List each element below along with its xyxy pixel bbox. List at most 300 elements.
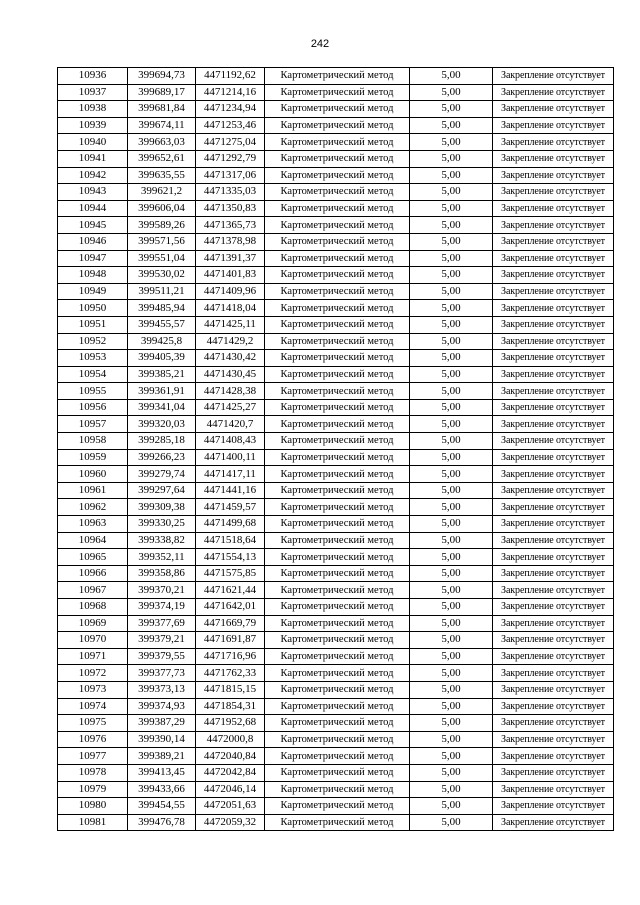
- cell-accuracy: 5,00: [410, 366, 493, 383]
- cell-point: 10952: [58, 333, 128, 350]
- cell-method: Картометрический метод: [265, 582, 410, 599]
- cell-accuracy: 5,00: [410, 532, 493, 549]
- cell-method: Картометрический метод: [265, 333, 410, 350]
- table-row: [58, 84, 614, 101]
- table-row: [58, 283, 614, 300]
- cell-accuracy: 5,00: [410, 715, 493, 732]
- cell-x: 399374,93: [128, 698, 196, 715]
- table-row: [58, 565, 614, 582]
- cell-y: 4471499,68: [196, 516, 265, 533]
- cell-x: 399455,57: [128, 316, 196, 333]
- page-number: 242: [310, 38, 330, 50]
- cell-point: 10976: [58, 731, 128, 748]
- cell-accuracy: 5,00: [410, 117, 493, 134]
- cell-method: Картометрический метод: [265, 184, 410, 201]
- cell-point: 10945: [58, 217, 128, 234]
- cell-accuracy: 5,00: [410, 582, 493, 599]
- cell-y: 4471642,01: [196, 599, 265, 616]
- cell-accuracy: 5,00: [410, 466, 493, 483]
- cell-y: 4471400,11: [196, 449, 265, 466]
- cell-point: 10977: [58, 748, 128, 765]
- cell-y: 4472042,84: [196, 764, 265, 781]
- table-row: [58, 532, 614, 549]
- cell-fixation: Закрепление отсутствует: [493, 715, 614, 732]
- cell-point: 10936: [58, 68, 128, 85]
- cell-accuracy: 5,00: [410, 267, 493, 284]
- cell-point: 10975: [58, 715, 128, 732]
- cell-x: 399361,91: [128, 383, 196, 400]
- cell-fixation: Закрепление отсутствует: [493, 233, 614, 250]
- cell-method: Картометрический метод: [265, 814, 410, 831]
- table-row: [58, 449, 614, 466]
- cell-fixation: Закрепление отсутствует: [493, 516, 614, 533]
- cell-fixation: Закрепление отсутствует: [493, 466, 614, 483]
- cell-y: 4471430,42: [196, 350, 265, 367]
- cell-accuracy: 5,00: [410, 499, 493, 516]
- cell-y: 4471418,04: [196, 300, 265, 317]
- cell-x: 399309,38: [128, 499, 196, 516]
- cell-x: 399425,8: [128, 333, 196, 350]
- cell-accuracy: 5,00: [410, 167, 493, 184]
- cell-method: Картометрический метод: [265, 731, 410, 748]
- table-row: [58, 764, 614, 781]
- cell-fixation: Закрепление отсутствует: [493, 681, 614, 698]
- cell-x: 399589,26: [128, 217, 196, 234]
- table-row: [58, 748, 614, 765]
- cell-method: Картометрический метод: [265, 366, 410, 383]
- cell-y: 4471441,16: [196, 482, 265, 499]
- cell-point: 10969: [58, 615, 128, 632]
- cell-fixation: Закрепление отсутствует: [493, 565, 614, 582]
- cell-x: 399413,45: [128, 764, 196, 781]
- cell-accuracy: 5,00: [410, 764, 493, 781]
- cell-fixation: Закрепление отсутствует: [493, 698, 614, 715]
- cell-fixation: Закрепление отсутствует: [493, 532, 614, 549]
- table-row: [58, 599, 614, 616]
- cell-accuracy: 5,00: [410, 101, 493, 118]
- cell-x: 399374,19: [128, 599, 196, 616]
- cell-y: 4471428,38: [196, 383, 265, 400]
- cell-y: 4471292,79: [196, 150, 265, 167]
- cell-x: 399674,11: [128, 117, 196, 134]
- cell-fixation: Закрепление отсутствует: [493, 366, 614, 383]
- cell-fixation: Закрепление отсутствует: [493, 399, 614, 416]
- cell-point: 10949: [58, 283, 128, 300]
- cell-x: 399377,69: [128, 615, 196, 632]
- cell-x: 399663,03: [128, 134, 196, 151]
- cell-y: 4471518,64: [196, 532, 265, 549]
- cell-x: 399635,55: [128, 167, 196, 184]
- cell-point: 10973: [58, 681, 128, 698]
- cell-y: 4471691,87: [196, 632, 265, 649]
- cell-x: 399370,21: [128, 582, 196, 599]
- cell-fixation: Закрепление отсутствует: [493, 283, 614, 300]
- cell-method: Картометрический метод: [265, 482, 410, 499]
- cell-fixation: Закрепление отсутствует: [493, 134, 614, 151]
- cell-y: 4471952,68: [196, 715, 265, 732]
- cell-x: 399652,61: [128, 150, 196, 167]
- cell-method: Картометрический метод: [265, 101, 410, 118]
- cell-accuracy: 5,00: [410, 565, 493, 582]
- cell-point: 10948: [58, 267, 128, 284]
- cell-fixation: Закрепление отсутствует: [493, 665, 614, 682]
- cell-x: 399621,2: [128, 184, 196, 201]
- cell-method: Картометрический метод: [265, 233, 410, 250]
- cell-y: 4471430,45: [196, 366, 265, 383]
- cell-method: Картометрический метод: [265, 134, 410, 151]
- cell-accuracy: 5,00: [410, 814, 493, 831]
- cell-point: 10958: [58, 433, 128, 450]
- cell-accuracy: 5,00: [410, 681, 493, 698]
- cell-x: 399511,21: [128, 283, 196, 300]
- cell-point: 10950: [58, 300, 128, 317]
- cell-y: 4471854,31: [196, 698, 265, 715]
- cell-x: 399390,14: [128, 731, 196, 748]
- cell-x: 399279,74: [128, 466, 196, 483]
- table-row: [58, 184, 614, 201]
- table-row: [58, 499, 614, 516]
- table-row: [58, 350, 614, 367]
- cell-y: 4471429,2: [196, 333, 265, 350]
- cell-y: 4472040,84: [196, 748, 265, 765]
- cell-x: 399476,78: [128, 814, 196, 831]
- cell-fixation: Закрепление отсутствует: [493, 267, 614, 284]
- cell-fixation: Закрепление отсутствует: [493, 781, 614, 798]
- cell-accuracy: 5,00: [410, 283, 493, 300]
- cell-point: 10979: [58, 781, 128, 798]
- cell-fixation: Закрепление отсутствует: [493, 731, 614, 748]
- cell-method: Картометрический метод: [265, 399, 410, 416]
- cell-method: Картометрический метод: [265, 84, 410, 101]
- cell-fixation: Закрепление отсутствует: [493, 350, 614, 367]
- cell-y: 4472059,32: [196, 814, 265, 831]
- table-row: [58, 366, 614, 383]
- table-row: [58, 117, 614, 134]
- cell-method: Картометрический метод: [265, 748, 410, 765]
- cell-method: Картометрический метод: [265, 499, 410, 516]
- table-row: [58, 798, 614, 815]
- cell-accuracy: 5,00: [410, 549, 493, 566]
- table-row: [58, 68, 614, 85]
- cell-method: Картометрический метод: [265, 167, 410, 184]
- cell-method: Картометрический метод: [265, 516, 410, 533]
- cell-y: 4471350,83: [196, 200, 265, 217]
- cell-y: 4471554,13: [196, 549, 265, 566]
- table-row: [58, 217, 614, 234]
- cell-method: Картометрический метод: [265, 200, 410, 217]
- cell-point: 10953: [58, 350, 128, 367]
- cell-fixation: Закрепление отсутствует: [493, 101, 614, 118]
- cell-y: 4471621,44: [196, 582, 265, 599]
- cell-point: 10960: [58, 466, 128, 483]
- cell-accuracy: 5,00: [410, 350, 493, 367]
- cell-fixation: Закрепление отсутствует: [493, 482, 614, 499]
- cell-x: 399285,18: [128, 433, 196, 450]
- cell-x: 399571,56: [128, 233, 196, 250]
- cell-x: 399606,04: [128, 200, 196, 217]
- cell-y: 4471401,83: [196, 267, 265, 284]
- table-row: [58, 267, 614, 284]
- cell-point: 10962: [58, 499, 128, 516]
- cell-y: 4471669,79: [196, 615, 265, 632]
- cell-fixation: Закрепление отсутствует: [493, 217, 614, 234]
- table-row: [58, 615, 614, 632]
- cell-point: 10954: [58, 366, 128, 383]
- cell-x: 399689,17: [128, 84, 196, 101]
- cell-fixation: Закрепление отсутствует: [493, 798, 614, 815]
- cell-method: Картометрический метод: [265, 117, 410, 134]
- cell-y: 4471716,96: [196, 648, 265, 665]
- table-row: [58, 233, 614, 250]
- cell-point: 10965: [58, 549, 128, 566]
- cell-point: 10970: [58, 632, 128, 649]
- cell-x: 399485,94: [128, 300, 196, 317]
- cell-point: 10943: [58, 184, 128, 201]
- cell-y: 4471214,16: [196, 84, 265, 101]
- cell-accuracy: 5,00: [410, 416, 493, 433]
- cell-method: Картометрический метод: [265, 383, 410, 400]
- cell-method: Картометрический метод: [265, 549, 410, 566]
- cell-method: Картометрический метод: [265, 565, 410, 582]
- coordinates-table: [57, 67, 614, 831]
- table-row: [58, 399, 614, 416]
- cell-y: 4471425,27: [196, 399, 265, 416]
- table-row: [58, 333, 614, 350]
- cell-accuracy: 5,00: [410, 68, 493, 85]
- cell-point: 10972: [58, 665, 128, 682]
- table-row: [58, 681, 614, 698]
- cell-point: 10947: [58, 250, 128, 267]
- cell-fixation: Закрепление отсутствует: [493, 582, 614, 599]
- table-row: [58, 134, 614, 151]
- cell-y: 4471417,11: [196, 466, 265, 483]
- cell-method: Картометрический метод: [265, 532, 410, 549]
- cell-point: 10955: [58, 383, 128, 400]
- cell-point: 10940: [58, 134, 128, 151]
- cell-x: 399385,21: [128, 366, 196, 383]
- table-row: [58, 200, 614, 217]
- cell-accuracy: 5,00: [410, 731, 493, 748]
- cell-y: 4471815,15: [196, 681, 265, 698]
- cell-fixation: Закрепление отсутствует: [493, 648, 614, 665]
- cell-y: 4471335,03: [196, 184, 265, 201]
- cell-point: 10974: [58, 698, 128, 715]
- cell-fixation: Закрепление отсутствует: [493, 748, 614, 765]
- cell-fixation: Закрепление отсутствует: [493, 499, 614, 516]
- cell-x: 399379,55: [128, 648, 196, 665]
- cell-method: Картометрический метод: [265, 665, 410, 682]
- cell-method: Картометрический метод: [265, 316, 410, 333]
- cell-fixation: Закрепление отсутствует: [493, 300, 614, 317]
- cell-point: 10937: [58, 84, 128, 101]
- table-row: [58, 516, 614, 533]
- cell-method: Картометрический метод: [265, 764, 410, 781]
- cell-x: 399694,73: [128, 68, 196, 85]
- cell-method: Картометрический метод: [265, 781, 410, 798]
- cell-method: Картометрический метод: [265, 283, 410, 300]
- table-row: [58, 482, 614, 499]
- cell-x: 399530,02: [128, 267, 196, 284]
- cell-method: Картометрический метод: [265, 433, 410, 450]
- cell-accuracy: 5,00: [410, 798, 493, 815]
- cell-point: 10939: [58, 117, 128, 134]
- table-row: [58, 101, 614, 118]
- table-row: [58, 731, 614, 748]
- cell-method: Картометрический метод: [265, 648, 410, 665]
- cell-point: 10951: [58, 316, 128, 333]
- cell-x: 399551,04: [128, 250, 196, 267]
- cell-method: Картометрический метод: [265, 350, 410, 367]
- cell-accuracy: 5,00: [410, 250, 493, 267]
- cell-method: Картометрический метод: [265, 416, 410, 433]
- cell-point: 10971: [58, 648, 128, 665]
- cell-accuracy: 5,00: [410, 84, 493, 101]
- cell-y: 4471409,96: [196, 283, 265, 300]
- cell-x: 399330,25: [128, 516, 196, 533]
- cell-y: 4471317,06: [196, 167, 265, 184]
- cell-fixation: Закрепление отсутствует: [493, 184, 614, 201]
- cell-accuracy: 5,00: [410, 449, 493, 466]
- cell-method: Картометрический метод: [265, 267, 410, 284]
- cell-method: Картометрический метод: [265, 632, 410, 649]
- cell-fixation: Закрепление отсутствует: [493, 416, 614, 433]
- cell-method: Картометрический метод: [265, 715, 410, 732]
- cell-x: 399373,13: [128, 681, 196, 698]
- table-row: [58, 383, 614, 400]
- cell-y: 4471575,85: [196, 565, 265, 582]
- cell-fixation: Закрепление отсутствует: [493, 68, 614, 85]
- cell-point: 10961: [58, 482, 128, 499]
- cell-accuracy: 5,00: [410, 781, 493, 798]
- cell-y: 4471762,33: [196, 665, 265, 682]
- cell-accuracy: 5,00: [410, 184, 493, 201]
- cell-x: 399389,21: [128, 748, 196, 765]
- cell-fixation: Закрепление отсутствует: [493, 84, 614, 101]
- cell-x: 399338,82: [128, 532, 196, 549]
- cell-point: 10938: [58, 101, 128, 118]
- cell-point: 10964: [58, 532, 128, 549]
- cell-x: 399297,64: [128, 482, 196, 499]
- cell-accuracy: 5,00: [410, 632, 493, 649]
- cell-accuracy: 5,00: [410, 333, 493, 350]
- cell-point: 10980: [58, 798, 128, 815]
- cell-y: 4472051,63: [196, 798, 265, 815]
- cell-accuracy: 5,00: [410, 200, 493, 217]
- table-row: [58, 549, 614, 566]
- table-row: [58, 648, 614, 665]
- cell-accuracy: 5,00: [410, 698, 493, 715]
- cell-fixation: Закрепление отсутствует: [493, 814, 614, 831]
- cell-x: 399433,66: [128, 781, 196, 798]
- cell-fixation: Закрепление отсутствует: [493, 615, 614, 632]
- table-row: [58, 814, 614, 831]
- cell-point: 10946: [58, 233, 128, 250]
- cell-point: 10957: [58, 416, 128, 433]
- cell-point: 10941: [58, 150, 128, 167]
- cell-fixation: Закрепление отсутствует: [493, 632, 614, 649]
- cell-fixation: Закрепление отсутствует: [493, 383, 614, 400]
- cell-y: 4471408,43: [196, 433, 265, 450]
- cell-x: 399387,29: [128, 715, 196, 732]
- cell-x: 399352,11: [128, 549, 196, 566]
- cell-method: Картометрический метод: [265, 698, 410, 715]
- table-row: [58, 416, 614, 433]
- table-row: [58, 781, 614, 798]
- cell-fixation: Закрепление отсутствует: [493, 200, 614, 217]
- cell-y: 4472046,14: [196, 781, 265, 798]
- cell-accuracy: 5,00: [410, 217, 493, 234]
- table-body: [58, 68, 614, 831]
- cell-accuracy: 5,00: [410, 150, 493, 167]
- cell-method: Картометрический метод: [265, 217, 410, 234]
- cell-point: 10981: [58, 814, 128, 831]
- cell-fixation: Закрепление отсутствует: [493, 764, 614, 781]
- cell-fixation: Закрепление отсутствует: [493, 549, 614, 566]
- cell-point: 10967: [58, 582, 128, 599]
- cell-accuracy: 5,00: [410, 748, 493, 765]
- cell-y: 4471275,04: [196, 134, 265, 151]
- cell-y: 4471365,73: [196, 217, 265, 234]
- cell-accuracy: 5,00: [410, 134, 493, 151]
- table-row: [58, 632, 614, 649]
- cell-fixation: Закрепление отсутствует: [493, 449, 614, 466]
- cell-x: 399379,21: [128, 632, 196, 649]
- cell-x: 399377,73: [128, 665, 196, 682]
- cell-x: 399454,55: [128, 798, 196, 815]
- cell-accuracy: 5,00: [410, 648, 493, 665]
- table-row: [58, 698, 614, 715]
- cell-point: 10942: [58, 167, 128, 184]
- cell-x: 399358,86: [128, 565, 196, 582]
- cell-y: 4471253,46: [196, 117, 265, 134]
- cell-y: 4471234,94: [196, 101, 265, 118]
- cell-method: Картометрический метод: [265, 68, 410, 85]
- cell-x: 399341,04: [128, 399, 196, 416]
- cell-y: 4471459,57: [196, 499, 265, 516]
- cell-fixation: Закрепление отсутствует: [493, 167, 614, 184]
- cell-point: 10978: [58, 764, 128, 781]
- table-row: [58, 665, 614, 682]
- cell-accuracy: 5,00: [410, 516, 493, 533]
- cell-fixation: Закрепление отсутствует: [493, 150, 614, 167]
- cell-accuracy: 5,00: [410, 399, 493, 416]
- table-row: [58, 715, 614, 732]
- cell-method: Картометрический метод: [265, 466, 410, 483]
- cell-y: 4471192,62: [196, 68, 265, 85]
- cell-accuracy: 5,00: [410, 599, 493, 616]
- cell-accuracy: 5,00: [410, 433, 493, 450]
- cell-y: 4471420,7: [196, 416, 265, 433]
- cell-x: 399266,23: [128, 449, 196, 466]
- cell-fixation: Закрепление отсутствует: [493, 333, 614, 350]
- cell-point: 10959: [58, 449, 128, 466]
- cell-point: 10963: [58, 516, 128, 533]
- cell-accuracy: 5,00: [410, 615, 493, 632]
- cell-method: Картометрический метод: [265, 300, 410, 317]
- cell-fixation: Закрепление отсутствует: [493, 599, 614, 616]
- cell-accuracy: 5,00: [410, 665, 493, 682]
- table-row: [58, 582, 614, 599]
- table-row: [58, 433, 614, 450]
- cell-method: Картометрический метод: [265, 449, 410, 466]
- cell-y: 4471425,11: [196, 316, 265, 333]
- cell-x: 399320,03: [128, 416, 196, 433]
- cell-method: Картометрический метод: [265, 150, 410, 167]
- cell-accuracy: 5,00: [410, 233, 493, 250]
- cell-method: Картометрический метод: [265, 681, 410, 698]
- table-row: [58, 466, 614, 483]
- cell-x: 399405,39: [128, 350, 196, 367]
